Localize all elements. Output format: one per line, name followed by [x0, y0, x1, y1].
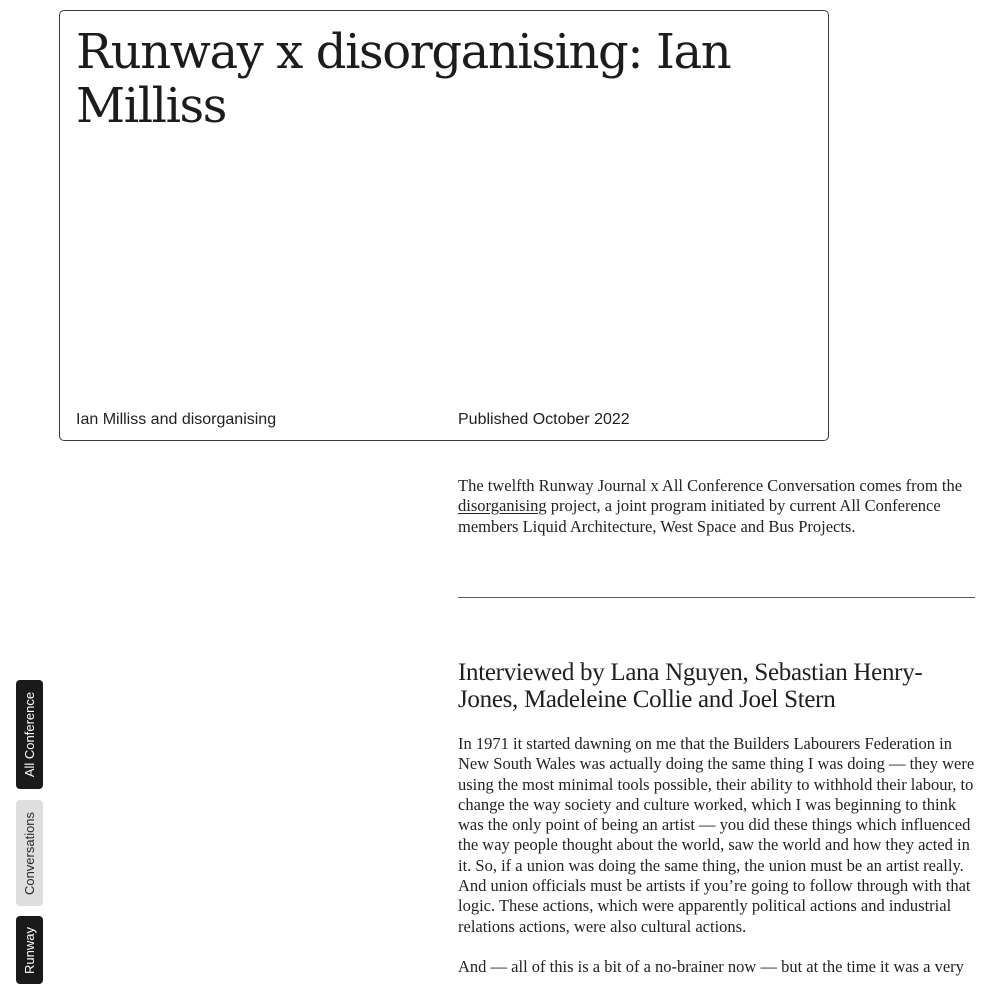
- hero-card: [59, 10, 829, 441]
- side-tab-label: Conversations: [22, 811, 38, 895]
- side-tab-all-conference[interactable]: [16, 680, 43, 789]
- interview-heading: Interviewed by Lana Nguyen, Sebastian Henry-Jones, Madeleine Collie and Joel Stern: [458, 659, 923, 713]
- body-paragraph-2: And — all of this is a bit of a no-brainer now — but at the time it was a very: [458, 956, 964, 976]
- side-tab-label: Runway: [22, 926, 37, 974]
- publish-date: Published October 2022: [458, 411, 630, 428]
- body-paragraph-1: In 1971 it started dawning on me that the Builders Labourers Federation in New South Wales was actually doing the same thing I was doing — they were using the most minimal tools possible, their ability to withhold their labour, to change the way society and culture worked, which I was beginning to think was the only point of being an artist — you did these things which influenced the way people thought about the world, saw the world and how they acted in it. So, if a union was doing the same thing, the union must be an artist really. And union officials must be artists if you’re going to follow through with that logic. These actions, which were apparently political actions and industrial relations actions, were also cultural actions.: [458, 734, 975, 936]
- side-tab-label: All Conference: [22, 691, 37, 778]
- section-divider: [458, 597, 975, 598]
- intro-text-end: project, a joint program initiated by current All Conference members Liquid Architecture, West Space and Bus Projects.: [458, 496, 941, 536]
- author-credit: Ian Milliss and disorganising: [76, 411, 277, 428]
- intro-text-start: The twelfth Runway Journal x All Conference Conversation comes from the: [458, 476, 963, 495]
- page-title: Runway x disorganising: Ian Milliss: [76, 24, 731, 134]
- side-tab-conversations[interactable]: [16, 800, 43, 906]
- side-tab-runway[interactable]: [16, 916, 43, 984]
- disorganising-link[interactable]: disorganising: [458, 496, 547, 516]
- intro-paragraph: [458, 476, 978, 537]
- article-body: [458, 734, 978, 997]
